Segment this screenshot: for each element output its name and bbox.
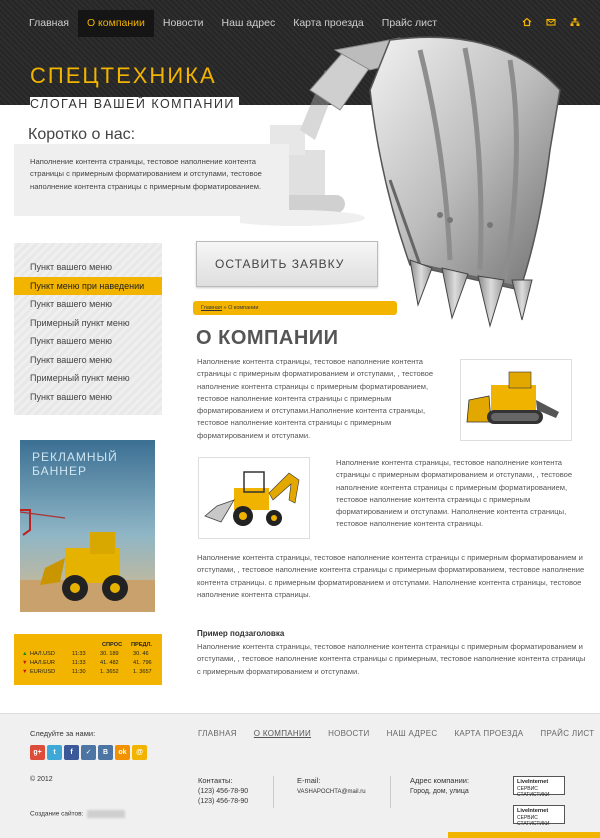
rates-row (14, 651, 162, 660)
side-menu (14, 243, 162, 415)
bulldozer-image[interactable] (460, 359, 572, 441)
rate-sell: 30. 46 (133, 651, 149, 657)
footer-accent-bar (448, 832, 600, 838)
email-link[interactable]: VASHAPOCHTA@mail.ru (297, 788, 366, 795)
banner-title (32, 450, 118, 478)
footer (0, 713, 600, 838)
odnoklassniki-icon[interactable]: ok (115, 745, 130, 760)
footer-nav-news[interactable]: НОВОСТИ (328, 729, 370, 738)
content-subheading: Пример подзаголовка (197, 629, 285, 638)
breadcrumb (193, 301, 397, 315)
rate-name: EUR/USD (30, 669, 56, 675)
nav-item-price[interactable]: Прайс лист (381, 17, 438, 29)
breadcrumb-current: О компании (228, 305, 259, 311)
google-plus-icon[interactable]: g+ (30, 745, 45, 760)
about-short-box (14, 144, 289, 216)
footer-nav-price[interactable]: ПРАЙС ЛИСТ (540, 729, 595, 738)
footer-nav-address[interactable]: НАШ АДРЕС (386, 729, 438, 738)
rate-time: 11:30 (72, 669, 86, 675)
rate-name: НАЛ.EUR (30, 660, 55, 666)
rates-head-buy: СПРОС (102, 642, 123, 648)
counter-title: LiveInternet (517, 808, 549, 814)
order-request-label: ОСТАВИТЬ ЗАЯВКУ (215, 257, 345, 271)
arrow-up-icon: ▲ (22, 651, 28, 657)
rate-sell: 41. 796 (133, 660, 152, 666)
rate-buy: 30. 189 (100, 651, 119, 657)
rate-name: НАЛ.USD (30, 651, 55, 657)
twitter-icon[interactable]: t (47, 745, 62, 760)
phone-2: (123) 456-78-90 (198, 798, 249, 805)
side-menu-item[interactable]: Пункт вашего меню (30, 262, 113, 272)
about-short-text: Наполнение контента страницы, тестовое наполнение контента страницы с примерным форматированием и отступами, тестовое наполнение контента страницы с примерным форматированием. (30, 157, 262, 191)
nav-item-about[interactable]: О компании (78, 10, 154, 37)
order-request-button[interactable] (196, 241, 378, 287)
footer-nav-about[interactable]: О КОМПАНИИ (253, 729, 312, 738)
side-menu-item[interactable]: Пункт вашего меню (30, 391, 113, 402)
content-paragraph-2: Наполнение контента страницы, тестовое наполнение контента страницы с примерным форматированием и отступами, , тестовое наполнение контента страницы с примерным форматированием, тестовое наполнение контента страницы с примерным форматированием и отступами. Наполнение контента страницы, тестовое наполнение контента страницы. (336, 458, 573, 529)
sitemap-icon[interactable] (570, 17, 580, 27)
liveinternet-counter[interactable] (513, 805, 565, 827)
backhoe-loader-image[interactable] (198, 457, 310, 539)
currency-rates (14, 634, 162, 685)
nav-item-news[interactable]: Новости (162, 17, 204, 29)
vk-alt-icon[interactable]: ✓ (81, 745, 96, 760)
breadcrumb-separator: » (223, 305, 227, 311)
banner-line-2: БАННЕР (32, 464, 87, 478)
counter-subtitle: СЕРВИС СТАТИСТИКИ (517, 785, 550, 798)
rate-sell: 1. 3657 (133, 669, 152, 675)
content-paragraph-3: Наполнение контента страницы, тестовое наполнение контента страницы с примерным форматированием и отступами, , тестовое наполнение контента страницы с примерным форматированием, тестовое наполнение контента страницы. с примерным форматированием и отступами. Наполнение контента страницы, тестовое наполнение контента страницы. (197, 553, 585, 599)
brand-logo[interactable]: СПЕЦТЕХНИКА (30, 63, 217, 88)
rates-row (14, 669, 162, 678)
footer-address (410, 776, 469, 797)
nav-item-map[interactable]: Карта проезда (293, 17, 364, 29)
made-by-label: Создание сайтов: (30, 810, 84, 818)
footer-nav (198, 729, 594, 738)
ad-banner[interactable] (20, 440, 155, 612)
footer-contacts (198, 776, 248, 808)
arrow-down-icon: ▼ (22, 660, 28, 666)
rate-buy: 41. 482 (100, 660, 119, 666)
banner-line-1: РЕКЛАМНЫЙ (32, 450, 118, 464)
breadcrumb-home-link[interactable]: Главная (201, 305, 222, 311)
side-menu-item[interactable]: Примерный пункт меню (30, 373, 130, 383)
backhoe-illustration (199, 458, 309, 538)
page-title: О КОМПАНИИ (196, 327, 339, 349)
footer-divider (273, 776, 274, 808)
address-label: Адрес компании: (410, 776, 470, 785)
header-icons (522, 17, 580, 27)
side-menu-item[interactable]: Примерный пункт меню (30, 317, 130, 328)
liveinternet-counter[interactable] (513, 776, 565, 798)
made-by-blurred-link[interactable] (87, 810, 125, 818)
nav-item-home[interactable]: Главная (29, 17, 69, 29)
mail-ru-icon[interactable]: @ (132, 745, 147, 760)
mail-icon[interactable] (546, 17, 556, 27)
side-menu-item[interactable]: Пункт вашего меню (30, 336, 113, 346)
rate-buy: 1. 3652 (100, 669, 119, 675)
address-value: Город, дом, улица (410, 787, 469, 795)
slogan: СЛОГАН ВАШЕЙ КОМПАНИИ (30, 97, 239, 111)
follow-us-label: Следуйте за нами: (30, 729, 96, 738)
footer-email (297, 776, 366, 797)
footer-divider (390, 776, 391, 808)
facebook-icon[interactable]: f (64, 745, 79, 760)
side-menu-item[interactable]: Пункт вашего меню (30, 299, 113, 309)
about-short-title: Коротко о нас: (28, 126, 136, 143)
rates-head-sell: ПРЕДЛ. (131, 642, 152, 648)
content-paragraph-4: Наполнение контента страницы, тестовое наполнение контента страницы с примерным форматированием и отступами, , тестовое наполнение контента страницы с примерным, тестовое наполнение контента страницы с примерным форматированием и отступами. (197, 642, 586, 676)
side-menu-item[interactable]: Пункт вашего меню (30, 354, 113, 365)
vkontakte-icon[interactable]: В (98, 745, 113, 760)
social-links (30, 745, 147, 760)
footer-nav-map[interactable]: КАРТА ПРОЕЗДА (454, 729, 524, 738)
home-icon[interactable] (522, 17, 532, 27)
rate-time: 11:33 (72, 660, 86, 666)
rates-row (14, 660, 162, 669)
nav-item-address[interactable]: Наш адрес (221, 17, 276, 29)
rate-time: 11:33 (72, 651, 86, 657)
made-by (30, 810, 125, 818)
footer-nav-home[interactable]: ГЛАВНАЯ (198, 729, 237, 738)
contacts-label: Контакты: (198, 776, 233, 785)
email-label: E-mail: (297, 776, 321, 785)
content-paragraph-1: Наполнение контента страницы, тестовое наполнение контента страницы с примерным форматированием и отступами, , тестовое наполнение контента страницы с примерным форматированием, тестовое наполнение контента страницы с примерным форматированием и отступами.Наполнение контента страницы, тестовое наполнение контента страницы с примерным форматированием и отступами. (197, 357, 434, 440)
counter-title: LiveInternet (517, 779, 549, 785)
copyright: © 2012 (30, 776, 53, 783)
arrow-down-icon: ▼ (22, 669, 28, 675)
phone-1: (123) 456-78-90 (198, 787, 249, 795)
side-menu-item-hover[interactable]: Пункт меню при наведении (14, 277, 162, 296)
bulldozer-illustration (461, 360, 571, 440)
counter-subtitle: СЕРВИС СТАТИСТИКИ (517, 814, 550, 827)
